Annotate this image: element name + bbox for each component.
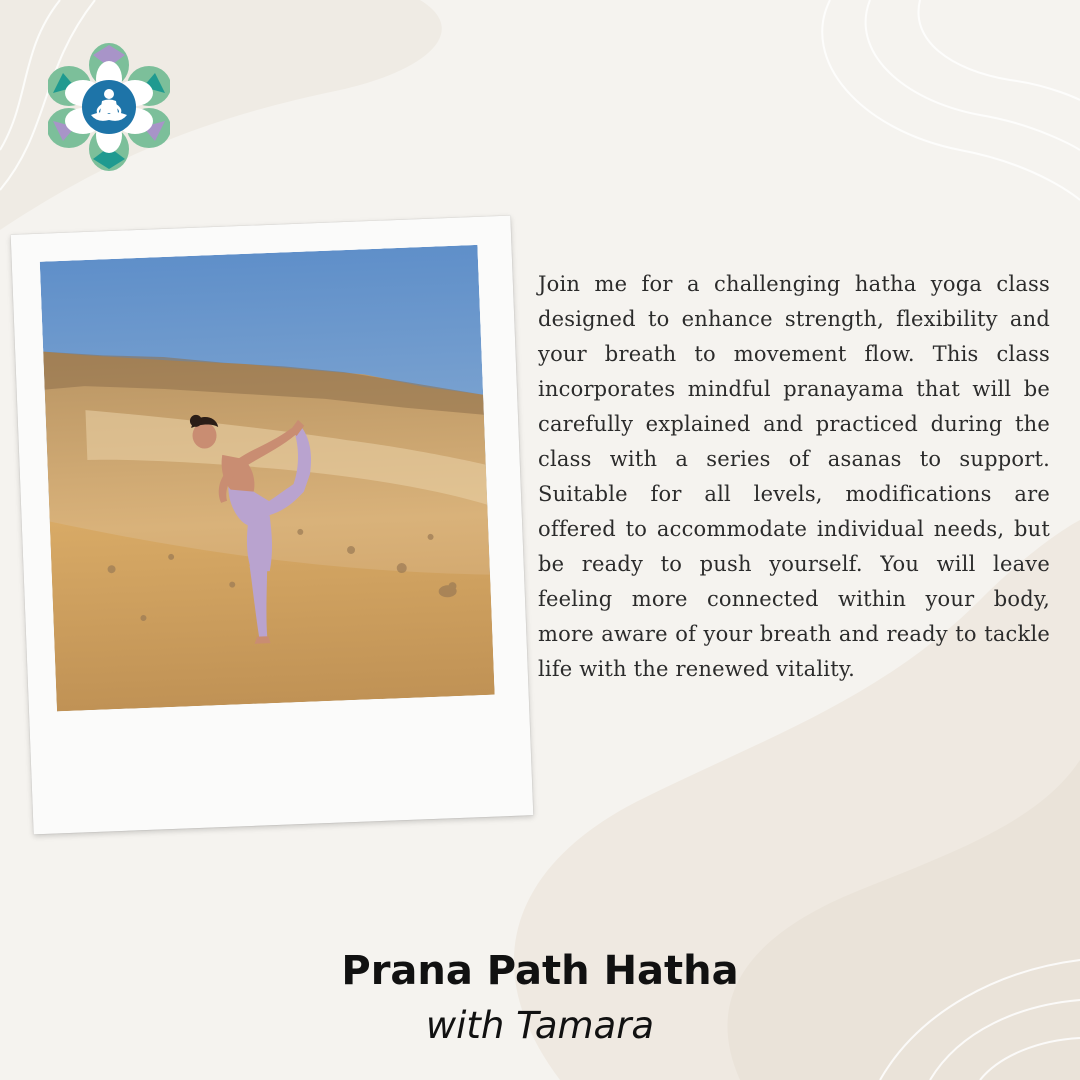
polaroid-frame [11, 216, 534, 835]
instructor-name: with Tamara [425, 1004, 655, 1047]
lotus-meditation-icon [48, 42, 170, 172]
class-title: Prana Path Hatha [341, 948, 739, 994]
class-description: Join me for a challenging hatha yoga class designed to enhance strength, flexibility and your breath to movement flow. This class incorporates mindful pranayama that will be carefully explained and practiced during the class with a series of asanas to support. Suitable for all levels, modifications are offered to accommodate individual needs, but be ready to push yourself. You will leave feeling more connected within your body, more aware of your breath and ready to tackle life with the renewed vitality. [538, 272, 1050, 681]
lotus-meditation-logo [48, 42, 170, 172]
yoga-pose-photo [40, 245, 495, 711]
